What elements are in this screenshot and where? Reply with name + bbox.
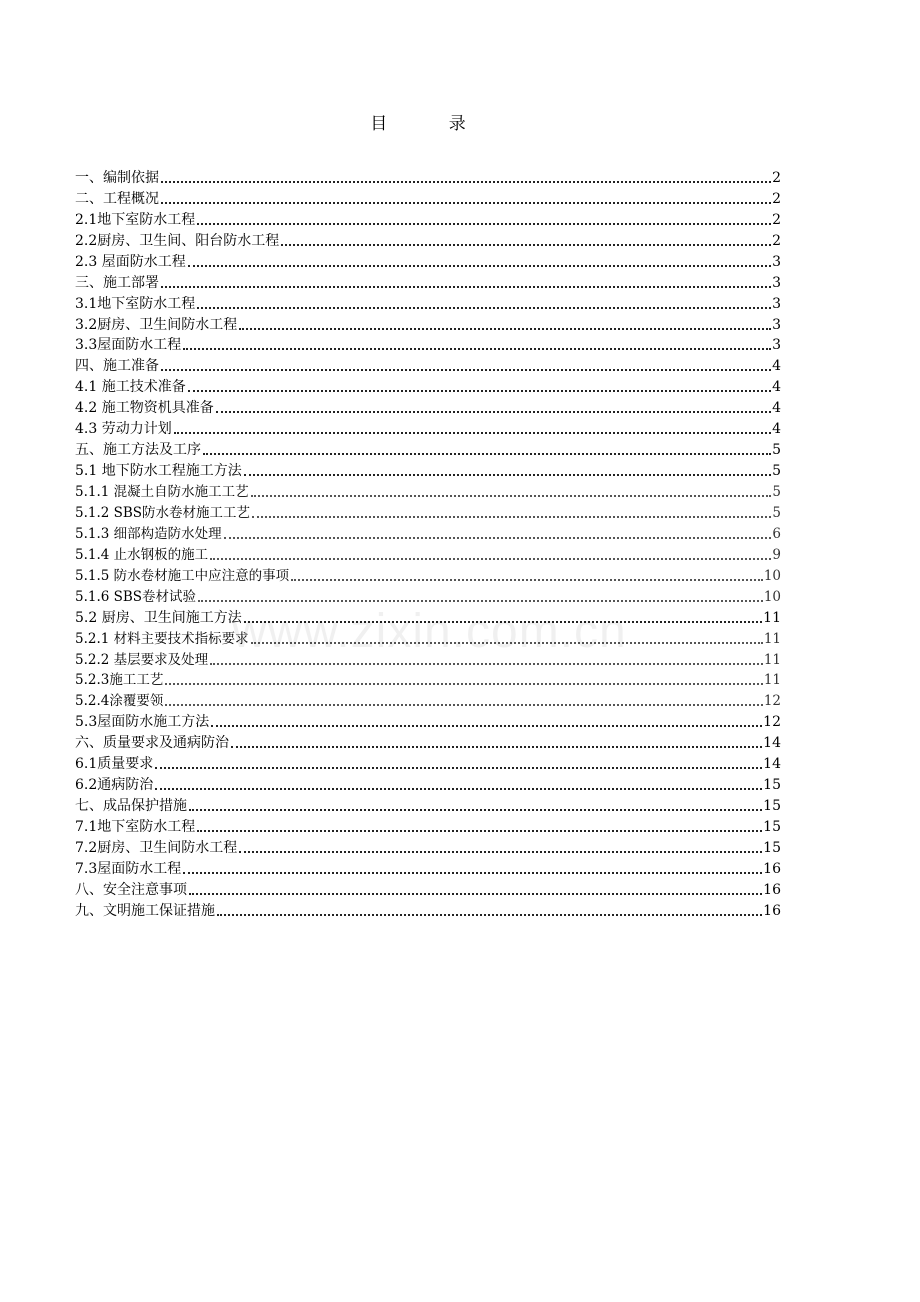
toc-entry[interactable]: [75, 586, 781, 607]
toc-leader-dots: [251, 495, 772, 497]
toc-leader-dots: [183, 872, 762, 874]
toc-entry-label: 九、文明施工保证措施: [75, 902, 215, 919]
toc-leader-dots: [188, 390, 771, 392]
toc-leader-dots: [239, 328, 771, 330]
toc-entry-label: 2.3 屋面防水工程: [75, 253, 186, 270]
toc-entry-page-number: 11: [763, 672, 781, 689]
toc-leader-dots: [183, 348, 771, 350]
toc-entry-page-number: 3: [772, 274, 781, 291]
toc-entry[interactable]: [75, 879, 781, 900]
toc-leader-dots: [210, 558, 771, 560]
toc-entry-label: 四、施工准备: [75, 358, 159, 375]
toc-entry-label: 2.1地下室防水工程: [75, 211, 196, 228]
toc-entry-page-number: 2: [772, 211, 781, 228]
watermark: www.zixin.com.cn: [232, 605, 627, 658]
toc-leader-dots: [155, 767, 762, 769]
toc-leader-dots: [239, 851, 762, 853]
toc-entry-page-number: 4: [772, 421, 781, 438]
toc-entry[interactable]: [75, 397, 781, 418]
toc-entry[interactable]: [75, 502, 781, 523]
toc-entry-page-number: 10: [763, 567, 781, 584]
toc-entry-page-number: 3: [772, 295, 781, 312]
toc-entry[interactable]: [75, 858, 781, 879]
toc-leader-dots: [217, 914, 762, 916]
toc-leader-dots: [211, 725, 762, 727]
toc-leader-dots: [197, 307, 771, 309]
toc-entry-page-number: 11: [763, 630, 781, 647]
toc-entry-page-number: 16: [763, 902, 781, 919]
toc-entry-label: 5.1.4 止水钢板的施工: [75, 546, 209, 563]
toc-entry[interactable]: [75, 753, 781, 774]
toc-leader-dots: [197, 830, 762, 832]
toc-leader-dots: [165, 704, 762, 706]
toc-leader-dots: [231, 746, 762, 748]
toc-entry[interactable]: [75, 774, 781, 795]
toc-entry[interactable]: [75, 544, 781, 565]
toc-entry[interactable]: [75, 649, 781, 670]
toc-leader-dots: [198, 600, 763, 602]
toc-entry[interactable]: [75, 335, 781, 356]
toc-entry[interactable]: [75, 607, 781, 628]
toc-leader-dots: [224, 537, 772, 539]
toc-entry-page-number: 2: [772, 169, 781, 186]
toc-leader-dots: [210, 663, 763, 665]
toc-entry-label: 4.2 施工物资机具准备: [75, 400, 214, 417]
toc-leader-dots: [252, 516, 771, 518]
toc-leader-dots: [161, 286, 771, 288]
toc-entry-label: 4.3 劳动力计划: [75, 421, 172, 438]
toc-leader-dots: [161, 369, 771, 371]
toc-leader-dots: [291, 579, 763, 581]
toc-entry-page-number: 4: [772, 379, 781, 396]
toc-entry-page-number: 3: [772, 316, 781, 333]
toc-entry-label: 5.1.5 防水卷材施工中应注意的事项: [75, 567, 290, 584]
toc-entry-page-number: 14: [763, 756, 781, 773]
toc-entry[interactable]: [75, 355, 781, 376]
toc-entry-label: 7.1地下室防水工程: [75, 819, 196, 835]
toc-entry-label: 5.2 厨房、卫生间施工方法: [75, 609, 242, 626]
toc-entry-page-number: 11: [763, 651, 781, 668]
page-title: 目 录: [370, 114, 494, 134]
toc-leader-dots: [244, 474, 771, 476]
toc-entry-page-number: 15: [763, 798, 781, 815]
toc-entry[interactable]: [75, 628, 781, 649]
toc-leader-dots: [165, 683, 762, 685]
toc-entry[interactable]: [75, 376, 781, 397]
toc-entry-label: 4.1 施工技术准备: [75, 379, 186, 396]
toc-entry[interactable]: [75, 795, 781, 816]
toc-entry[interactable]: [75, 711, 781, 732]
toc-entry[interactable]: [75, 460, 781, 481]
toc-entry-label: 6.2通病防治: [75, 777, 154, 794]
toc-entry[interactable]: [75, 314, 781, 335]
toc-entry[interactable]: [75, 565, 781, 586]
toc-entry-page-number: 15: [763, 839, 781, 856]
toc-entry-label: 3.2厨房、卫生间防水工程: [75, 316, 238, 333]
toc-leader-dots: [189, 893, 762, 895]
toc-entry-page-number: 10: [763, 588, 781, 605]
toc-entry-page-number: 15: [763, 777, 781, 794]
toc-leader-dots: [281, 244, 771, 246]
toc-entry-page-number: 5: [772, 504, 781, 521]
toc-entry-label: 7.3屋面防水工程: [75, 860, 182, 877]
toc-entry-page-number: 2: [772, 190, 781, 207]
toc-entry-label: 2.2厨房、卫生间、阳台防水工程: [75, 232, 280, 249]
toc-entry[interactable]: [75, 837, 781, 858]
toc-leader-dots: [189, 809, 762, 811]
toc-entry-label: 5.2.3施工工艺: [75, 672, 164, 689]
toc-leader-dots: [161, 181, 771, 183]
toc-entry-label: 5.1.6 SBS卷材试验: [75, 588, 197, 605]
toc-leader-dots: [188, 265, 771, 267]
toc-entry-page-number: 11: [763, 609, 781, 626]
toc-entry[interactable]: [75, 670, 781, 691]
toc-entry-page-number: 4: [772, 400, 781, 417]
toc-entry-label: 5.1.1 混凝土自防水施工工艺: [75, 484, 249, 500]
toc-entry-page-number: 9: [772, 546, 781, 563]
toc-entry-page-number: 5: [772, 442, 781, 459]
toc-entry-page-number: 12: [763, 693, 781, 710]
toc-entry[interactable]: [75, 209, 781, 230]
toc-entry-page-number: 3: [772, 253, 781, 270]
toc-entry-label: 5.2.1 材料主要技术指标要求: [75, 630, 249, 647]
toc-entry-label: 六、质量要求及通病防治: [75, 735, 229, 752]
toc-entry-label: 一、编制依据: [75, 169, 159, 186]
toc-entry-label: 七、成品保护措施: [75, 798, 187, 815]
toc-leader-dots: [251, 642, 763, 644]
toc-entry-label: 5.1.2 SBS防水卷材施工工艺: [75, 504, 251, 521]
toc-entry-label: 三、施工部署: [75, 274, 159, 291]
toc-entry-label: 3.3屋面防水工程: [75, 337, 182, 354]
toc-leader-dots: [161, 202, 771, 204]
toc-entry-page-number: 3: [772, 337, 781, 354]
toc-entry-page-number: 2: [772, 232, 781, 249]
toc-entry[interactable]: [75, 418, 781, 439]
toc-leader-dots: [216, 411, 771, 413]
toc-entry-page-number: 16: [763, 881, 781, 898]
toc-leader-dots: [203, 453, 771, 455]
toc-entry[interactable]: [75, 272, 781, 293]
toc-entry-label: 5.1 地下防水工程施工方法: [75, 463, 242, 480]
toc-entry[interactable]: [75, 523, 781, 544]
toc-entry-label: 5.1.3 细部构造防水处理: [75, 525, 222, 542]
toc-entry-page-number: 16: [763, 860, 781, 877]
toc-entry[interactable]: [75, 816, 781, 837]
toc-entry-label: 八、安全注意事项: [75, 881, 187, 898]
toc-entry-label: 二、工程概况: [75, 190, 159, 207]
toc-entry[interactable]: [75, 481, 781, 502]
toc-entry[interactable]: [75, 690, 781, 711]
table-of-contents: [75, 167, 781, 921]
toc-entry-label: 5.2.2 基层要求及处理: [75, 651, 209, 668]
toc-leader-dots: [155, 788, 762, 790]
toc-entry[interactable]: [75, 230, 781, 251]
toc-entry[interactable]: [75, 167, 781, 188]
toc-entry-page-number: 14: [763, 735, 781, 752]
toc-entry-label: 7.2厨房、卫生间防水工程: [75, 839, 238, 856]
toc-entry-page-number: 5: [772, 484, 781, 500]
toc-leader-dots: [174, 432, 771, 434]
toc-entry-page-number: 12: [763, 714, 781, 731]
toc-entry[interactable]: [75, 188, 781, 209]
toc-entry[interactable]: [75, 293, 781, 314]
toc-entry-label: 5.3屋面防水施工方法: [75, 714, 210, 731]
toc-entry-page-number: 6: [772, 525, 781, 542]
toc-entry-page-number: 4: [772, 358, 781, 375]
toc-entry[interactable]: [75, 732, 781, 753]
toc-entry-label: 6.1质量要求: [75, 756, 154, 773]
toc-entry-page-number: 15: [763, 819, 781, 835]
toc-entry-label: 5.2.4涂覆要领: [75, 693, 164, 710]
toc-leader-dots: [197, 223, 771, 225]
toc-entry-label: 3.1地下室防水工程: [75, 295, 196, 312]
toc-entry-label: 五、施工方法及工序: [75, 442, 201, 459]
toc-entry[interactable]: [75, 439, 781, 460]
toc-leader-dots: [244, 621, 762, 623]
toc-entry-page-number: 5: [772, 463, 781, 480]
toc-entry[interactable]: [75, 251, 781, 272]
toc-entry[interactable]: [75, 900, 781, 921]
